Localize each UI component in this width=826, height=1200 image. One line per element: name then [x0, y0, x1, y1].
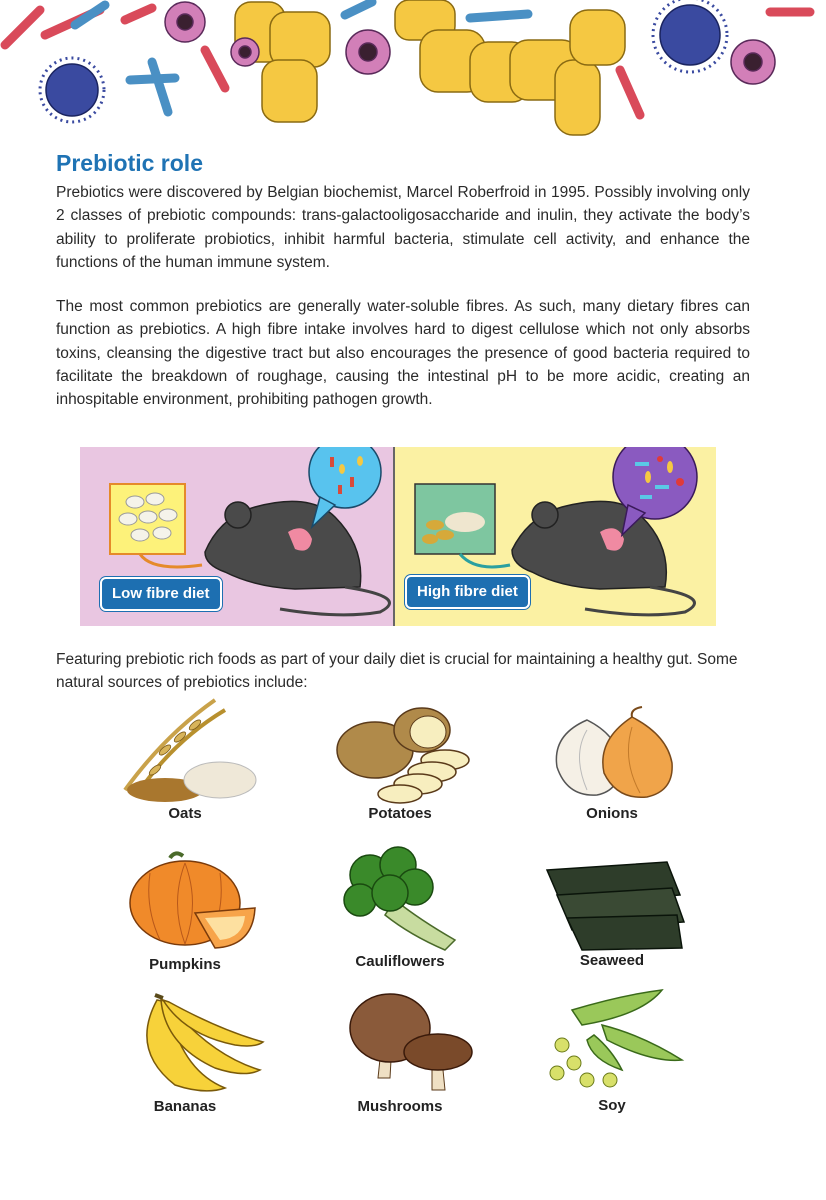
food-item-soy: [517, 985, 707, 1114]
high-fibre-food-icon: [415, 484, 510, 567]
food-item-onions: [517, 705, 707, 822]
section-title: Prebiotic role: [56, 150, 203, 176]
cauliflowers-icon: [320, 845, 480, 953]
food-label: Cauliflowers: [355, 953, 445, 970]
food-label: Seaweed: [579, 952, 645, 969]
food-label: Oats: [168, 805, 202, 822]
food-item-mushrooms: [305, 990, 495, 1115]
food-label: Onions: [586, 805, 638, 822]
food-label: Pumpkins: [149, 956, 221, 973]
food-item-pumpkins: [90, 848, 280, 973]
food-label: Bananas: [153, 1098, 217, 1115]
soy-icon: [532, 985, 692, 1097]
potatoes-icon: [320, 700, 480, 805]
low-fibre-label: Low fibre diet: [100, 577, 222, 611]
food-item-oats: [90, 695, 280, 822]
mushrooms-icon: [320, 990, 480, 1098]
foods-intro-paragraph: Featuring prebiotic rich foods as part of your daily diet is crucial for maintaining a healthy gut. Some natural sources of prebiotics include:: [56, 651, 738, 692]
high-fibre-label: High fibre diet: [405, 575, 530, 609]
food-item-seaweed: [517, 860, 707, 969]
seaweed-icon: [532, 860, 692, 952]
pumpkins-icon: [105, 848, 265, 956]
food-label: Soy: [598, 1097, 626, 1114]
food-item-bananas: [90, 990, 280, 1115]
bananas-icon: [105, 990, 265, 1098]
fibre-paragraph: The most common prebiotics are generally water-soluble fibres. As such, many dietary fibres can function as prebiotics. A high fibre intake involves hard to digest cellulose which not only absorbs toxins, cleansing the digestive tract but also encourages the presence of good bacteria required to facilitate the breakdown of roughage, causing the intestinal pH to be more acidic, creating an inhospitable environment, prohibiting pathogen growth.: [56, 298, 750, 409]
food-label: Potatoes: [368, 805, 432, 822]
food-item-potatoes: [305, 700, 495, 822]
food-label: Mushrooms: [357, 1098, 443, 1115]
oats-icon: [105, 695, 265, 805]
intro-paragraph: Prebiotics were discovered by Belgian biochemist, Marcel Roberfroid in 1995. Possibly involving only 2 classes of prebiotic compounds: trans-galactooligosaccharide and inulin, they activate the body’s ability to proliferate probiotics, inhibit harmful bacteria, stimulate cell activity, and enhance the functions of the human immune system.: [56, 184, 750, 271]
food-item-cauliflowers: [305, 845, 495, 970]
bacteria-banner: [0, 0, 826, 140]
onions-icon: [532, 705, 692, 805]
